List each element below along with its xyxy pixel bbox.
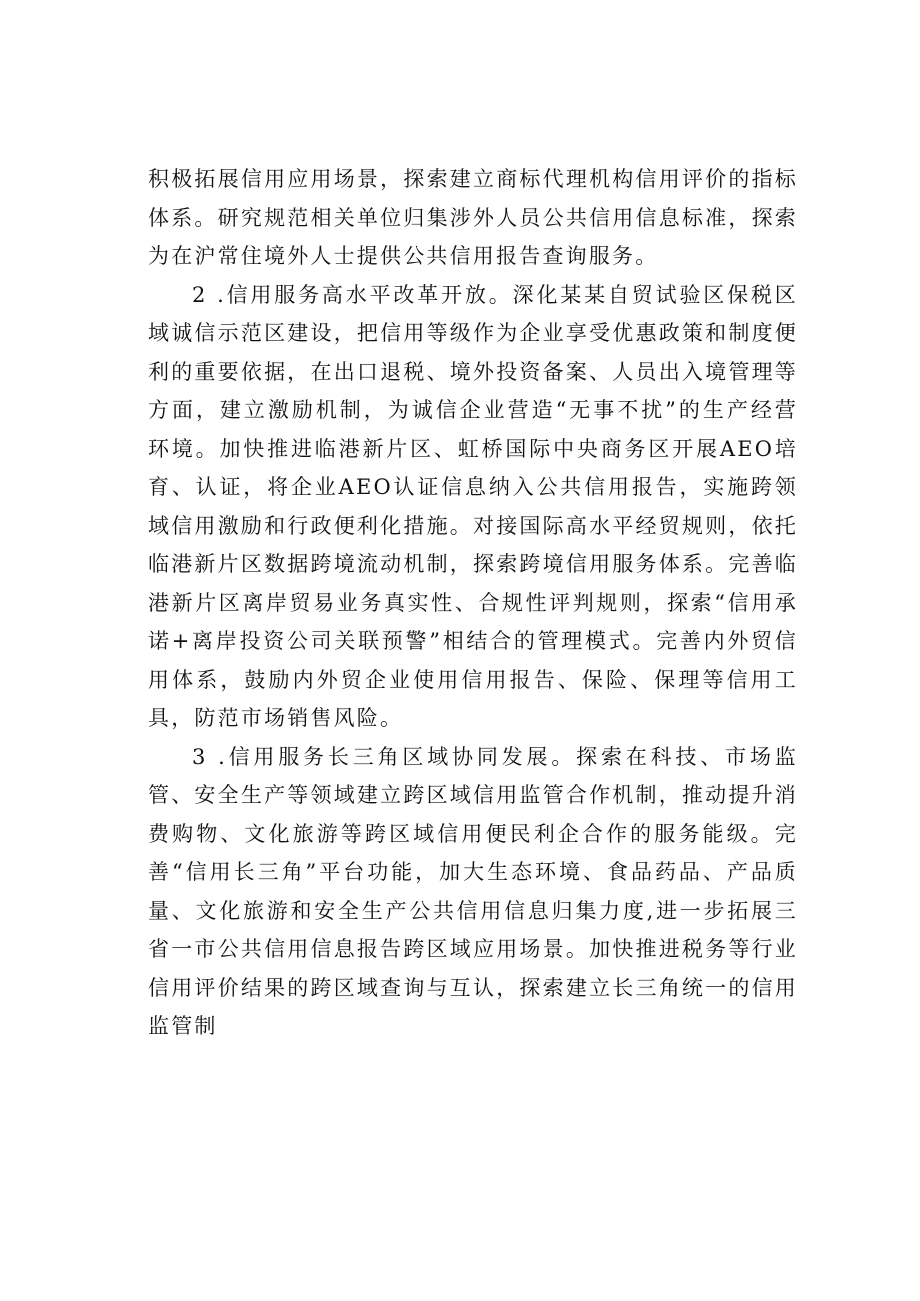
- paragraph-section-2: 2 .信用服务高水平改革开放。深化某某自贸试验区保税区域诚信示范区建设，把信用等级作为企业享受优惠政策和制度便利的重要依据，在出口退税、境外投资备案、人员出入境管理等方面，建立激励机制，为诚信企业营造“无事不扰”的生产经营环境。加快推进临港新片区、虹桥国际中央商务区开展AEO培育、认证，将企业AEO认证信息纳入公共信用报告，实施跨领域信用激励和行政便利化措施。对接国际高水平经贸规则，依托临港新片区数据跨境流动机制，探索跨境信用服务体系。完善临港新片区离岸贸易业务真实性、合规性评判规则，探索“信用承诺+离岸投资公司关联预警”相结合的管理模式。完善内外贸信用体系，鼓励内外贸企业使用信用报告、保险、保理等信用工具，防范市场销售风险。: [148, 282, 798, 730]
- paragraph-section-3: 3 .信用服务长三角区域协同发展。探索在科技、市场监管、安全生产等领域建立跨区域信用监管合作机制，推动提升消费购物、文化旅游等跨区域信用便民利企合作的服务能级。完善“信用长三角”平台功能，加大生态环境、食品药品、产品质量、文化旅游和安全生产公共信用信息归集力度,进一步拓展三省一市公共信用信息报告跨区域应用场景。加快推进税务等行业信用评价结果的跨区域查询与互认，探索建立长三角统一的信用监管制: [148, 744, 798, 1038]
- paragraph-continuation: 积极拓展信用应用场景，探索建立商标代理机构信用评价的指标体系。研究规范相关单位归集涉外人员公共信用信息标准，探索为在沪常住境外人士提供公共信用报告查询服务。: [148, 167, 798, 268]
- document-body: [148, 160, 798, 1046]
